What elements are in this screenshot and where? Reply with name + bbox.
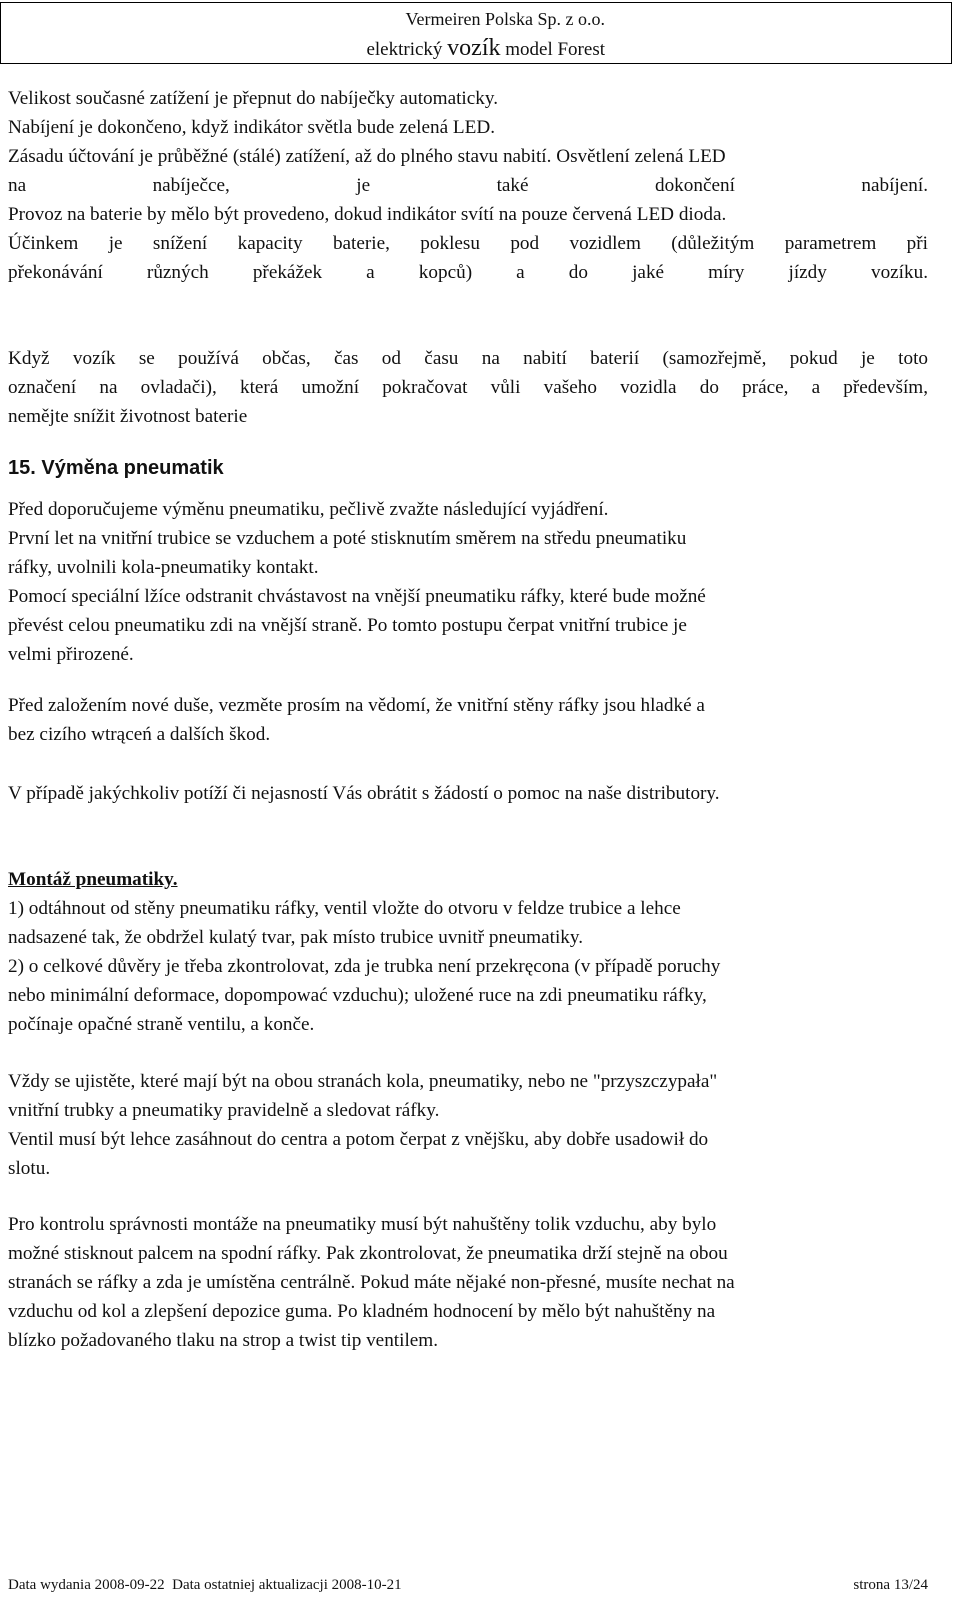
- text-line: Zásadu účtování je průběžné (stálé) zatížení, až do plného stavu nabití. Osvětlení zelená LED: [8, 146, 726, 167]
- text-line: vzduchu od kol a zlepšení depozice guma. Po kladném hodnocení by mělo být nahuštěny na: [8, 1301, 716, 1322]
- text-line: Před doporučujeme výměnu pneumatiku, pečlivě zvažte následující vyjádření.: [8, 499, 609, 520]
- text-line: V případě jakýchkoliv potíží či nejasností Vás obrátit s žádostí o pomoc na naše distributory.: [8, 783, 720, 804]
- text-line: slotu.: [8, 1158, 51, 1179]
- text-line: Před založením nové duše, vezměte prosím na vědomí, že vnitřní stěny ráfky jsou hladké a: [8, 695, 705, 716]
- text-line: stranách se ráfky a zda je umístěna centrálně. Pokud máte nějaké non-přesné, musíte nechat na: [8, 1272, 735, 1293]
- paragraph-distributors: [8, 779, 928, 808]
- text-line: převést celou pneumatiku zdi na vnější straně. Po tomto postupu čerpat vnitřní trubice je: [8, 615, 687, 636]
- text-line: Pomocí speciální lžíce odstranit chvástavost na vnější pneumatiku ráfky, které bude možné: [8, 586, 706, 607]
- text-line: Ventil musí být lehce zasáhnout do centra a potom čerpat z vnějšku, aby dobře usadowił do: [8, 1129, 709, 1150]
- text-line: blízko požadovaného tlaku na strop a twist tip ventilem.: [8, 1330, 439, 1351]
- text-line: ráfky, uvolnili kola-pneumatiky kontakt.: [8, 557, 319, 578]
- paragraph-check-sides: [8, 1067, 928, 1183]
- text-line: Provoz na baterie by mělo být provedeno, dokud indikátor svítí na pouze červená LED dioda.: [8, 204, 727, 225]
- page-header: [0, 2, 952, 64]
- page-number: strona 13/24: [853, 1577, 928, 1593]
- text-line: Nabíjení je dokončeno, když indikátor světla bude zelená LED.: [8, 117, 495, 138]
- text-line: počínaje opačné straně ventilu, a konče.: [8, 1014, 315, 1035]
- text-line: bez cizího wtrąceń a dalších škod.: [8, 724, 271, 745]
- section-heading-tyre-change: 15. Výměna pneumatik: [8, 457, 224, 479]
- text-line: na nabíječce, je také dokončení nabíjení.: [8, 175, 928, 196]
- text-line: velmi přirozené.: [8, 644, 134, 665]
- text-line: nadsazené tak, že obdržel kulatý tvar, pak místo trubice uvnitř pneumatiky.: [8, 927, 584, 948]
- text-line: 2) o celkové důvěry je třeba zkontrolovat, zda je trubka není przekręcona (v případě poruchy: [8, 956, 721, 977]
- text-line: Velikost současné zatížení je přepnut do nabíječky automaticky.: [8, 88, 499, 109]
- paragraph-inflation-check: [8, 1210, 928, 1355]
- paragraph-new-tube: [8, 691, 928, 749]
- company-name: Vermeiren Polska Sp. z o.o.: [405, 9, 605, 29]
- text-line: možné stisknout palcem na spodní ráfky. Pak zkontrolovat, že pneumatika drží stejně na obou: [8, 1243, 728, 1264]
- text-line: 1) odtáhnout od stěny pneumatiku ráfky, ventil vložte do otvoru v feldze trubice a lehce: [8, 898, 681, 919]
- section-heading-mounting: Montáž pneumatiky.: [8, 869, 178, 890]
- text-line: Účinkem je snížení kapacity baterie, poklesu pod vozidlem (důležitým parametrem při: [8, 233, 928, 254]
- paragraph-tyre-change: [8, 495, 928, 669]
- text-line: Vždy se ujistěte, které mají být na obou stranách kola, pneumatiky, nebo ne "przyszczypała": [8, 1071, 718, 1092]
- text-line: označení na ovladači), která umožní pokračovat vůli vašeho vozidla do práce, a především,: [8, 377, 928, 398]
- text-line: nemějte snížit životnost baterie: [8, 406, 248, 427]
- footer-dates: Data wydania 2008-09-22 Data ostatniej aktualizacji 2008-10-21: [8, 1577, 402, 1593]
- paragraph-occasional-use: [8, 344, 928, 431]
- text-line: překonávání různých překážek a kopců) a do jaké míry jízdy vozíku.: [8, 262, 928, 283]
- text-line: nebo minimální deformace, dopompować vzduchu); uložené ruce na zdi pneumatiku ráfky,: [8, 985, 707, 1006]
- text-line: První let na vnitřní trubice se vzduchem a poté stisknutím směrem na středu pneumatiku: [8, 528, 687, 549]
- text-line: Pro kontrolu správnosti montáže na pneumatiky musí být nahuštěny tolik vzduchu, aby bylo: [8, 1214, 717, 1235]
- subtitle-post: model Forest: [505, 39, 605, 60]
- subtitle-pre: elektrický: [366, 39, 443, 60]
- document-subtitle: [366, 36, 605, 62]
- paragraph-charging: [8, 84, 928, 287]
- paragraph-mounting-steps: [8, 894, 928, 1039]
- text-line: vnitřní trubky a pneumatiky pravidelně a sledovat ráfky.: [8, 1100, 440, 1121]
- subtitle-word: vozík: [447, 35, 501, 61]
- text-line: Když vozík se používá občas, čas od času na nabití baterií (samozřejmě, pokud je toto: [8, 348, 928, 369]
- page-footer: [8, 1576, 928, 1594]
